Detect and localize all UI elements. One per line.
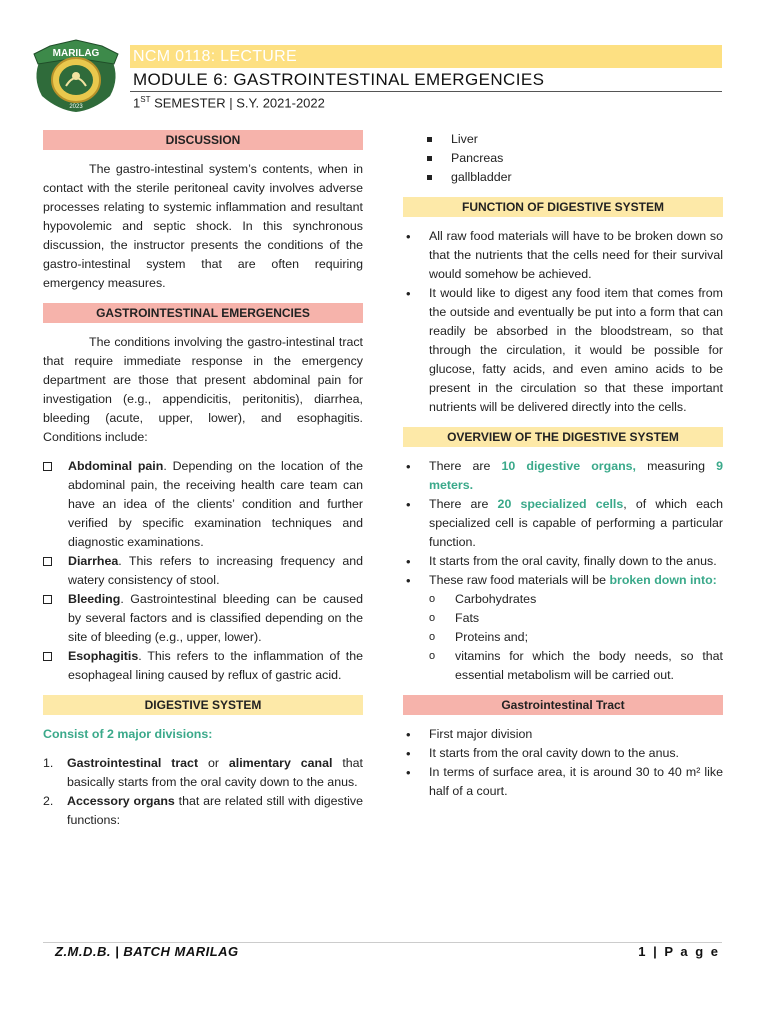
checkbox-bullet-icon xyxy=(43,595,52,604)
divisions-list xyxy=(43,754,363,830)
bullet-icon: • xyxy=(406,727,411,742)
square-bullet-icon xyxy=(427,156,432,161)
list-item: gallbladder xyxy=(403,168,723,187)
list-item: Bleeding. Gastrointestinal bleeding can be caused by several factors and is classified depending on the site of bleeding (e.g., upper, lower). xyxy=(43,590,363,647)
bullet-icon: • xyxy=(406,573,411,588)
divisions-subheading: Consist of 2 major divisions: xyxy=(43,727,213,741)
checkbox-bullet-icon xyxy=(43,652,52,661)
list-item: Esophagitis. This refers to the inflammation of the esophageal lining caused by reflux of gastric acid. xyxy=(43,647,363,685)
header-divider xyxy=(130,91,722,92)
bullet-icon: • xyxy=(406,229,411,244)
list-item: Liver xyxy=(403,130,723,149)
batch-logo xyxy=(30,30,122,114)
checkbox-bullet-icon xyxy=(43,557,52,566)
checkbox-bullet-icon xyxy=(43,462,52,471)
section-heading-discussion: DISCUSSION xyxy=(43,130,363,150)
circle-bullet-icon: o xyxy=(429,631,436,643)
accessory-organs-list xyxy=(403,130,723,187)
right-column xyxy=(403,130,723,811)
overview-list xyxy=(403,457,723,590)
discussion-paragraph: The gastro-intestinal system’s contents, when in contact with the sterile peritoneal cavity involves adverse processes relating to systemic inflammation and resultant hypovolemic and septic shock. In this synchronous discussion, the instructor presents the conditions of the gastro-intestinal system that are often requiring emergency measures. xyxy=(43,162,363,290)
bullet-icon: • xyxy=(406,554,411,569)
circle-bullet-icon: o xyxy=(429,593,436,605)
list-item: Abdominal pain. Depending on the location of the abdominal pain, the receiving health care team can have an idea of the clients’ condition and further verified by specific examination techniques and diagnostic examinations. xyxy=(43,457,363,552)
svg-text:2023: 2023 xyxy=(69,104,83,110)
left-column xyxy=(43,130,363,840)
list-item: o vitamins for which the body needs, so that essential metabolism will be carried out. xyxy=(429,649,723,682)
svg-text:MARILAG: MARILAG xyxy=(52,48,100,59)
list-item: • There are 10 digestive organs, measuring 9 meters. xyxy=(406,459,723,492)
circle-bullet-icon: o xyxy=(429,612,436,624)
list-item: • All raw food materials will have to be broken down so that the nutrients that the cells need for their survival would somehow be achieved. xyxy=(406,229,723,281)
list-item: o Fats xyxy=(403,609,723,628)
bullet-icon: • xyxy=(406,765,411,780)
section-heading-digestive-system: DIGESTIVE SYSTEM xyxy=(43,695,363,715)
section-heading-gi-emergencies: GASTROINTESTINAL EMERGENCIES xyxy=(43,303,363,323)
square-bullet-icon xyxy=(427,175,432,180)
bullet-icon: • xyxy=(406,746,411,761)
footer-author: Z.M.D.B. | BATCH MARILAG xyxy=(55,944,239,959)
gi-tract-list xyxy=(403,725,723,801)
conditions-list xyxy=(43,457,363,685)
module-title: MODULE 6: GASTROINTESTINAL EMERGENCIES xyxy=(133,70,545,89)
bullet-icon: • xyxy=(406,497,411,512)
list-item: • First major division xyxy=(406,727,533,742)
list-item: Pancreas xyxy=(403,149,723,168)
list-item: • It starts from the oral cavity, finally down to the anus. xyxy=(406,554,717,569)
bullet-icon: • xyxy=(406,459,411,474)
section-heading-function: FUNCTION OF DIGESTIVE SYSTEM xyxy=(403,197,723,217)
bullet-icon: • xyxy=(406,286,411,301)
page-number: 1 | P a g e xyxy=(638,944,720,959)
list-item: • It starts from the oral cavity down to the anus. xyxy=(406,746,679,761)
gi-emergencies-paragraph: The conditions involving the gastro-intestinal tract that require immediate response in the emergency department are those that present abdominal pain for investigation (e.g., appendicitis, peritonitis), diarrhea, bleeding (acute, upper, lower), and esophagitis. Conditions include: xyxy=(43,335,363,444)
section-heading-gi-tract: Gastrointestinal Tract xyxy=(403,695,723,715)
list-item: • It would like to digest any food item that comes from the outside and eventually be put into a form that can readily be absorbed in the bloodstream, so that through the circulation, it would be possible for glucose, fatty acids, and even amino acids to be present in the circulation so that these important nutrients will be delivered directly into the cells. xyxy=(406,286,723,414)
list-item: 1. Gastrointestinal tract or alimentary canal that basically starts from the oral cavity down to the anus. xyxy=(43,756,363,789)
circle-bullet-icon: o xyxy=(429,650,436,662)
list-item: • These raw food materials will be broken down into: xyxy=(406,573,717,588)
course-title: NCM 0118: LECTURE xyxy=(133,48,297,65)
functions-list xyxy=(403,227,723,417)
square-bullet-icon xyxy=(427,137,432,142)
section-heading-overview: OVERVIEW OF THE DIGESTIVE SYSTEM xyxy=(403,427,723,447)
nutrients-list xyxy=(403,590,723,685)
list-item: • In terms of surface area, it is around 30 to 40 m² like half of a court. xyxy=(406,765,723,798)
semester-label: 1ST SEMESTER | S.Y. 2021-2022 xyxy=(133,95,325,111)
list-item: o Proteins and; xyxy=(403,628,723,647)
list-item: • There are 20 specialized cells, of which each specialized cell is capable of performing a particular function. xyxy=(406,497,724,549)
list-item: 2. Accessory organs that are related still with digestive functions: xyxy=(43,794,363,827)
list-item: Diarrhea. This refers to increasing frequency and watery consistency of stool. xyxy=(43,552,363,590)
list-item: o Carbohydrates xyxy=(403,590,723,609)
